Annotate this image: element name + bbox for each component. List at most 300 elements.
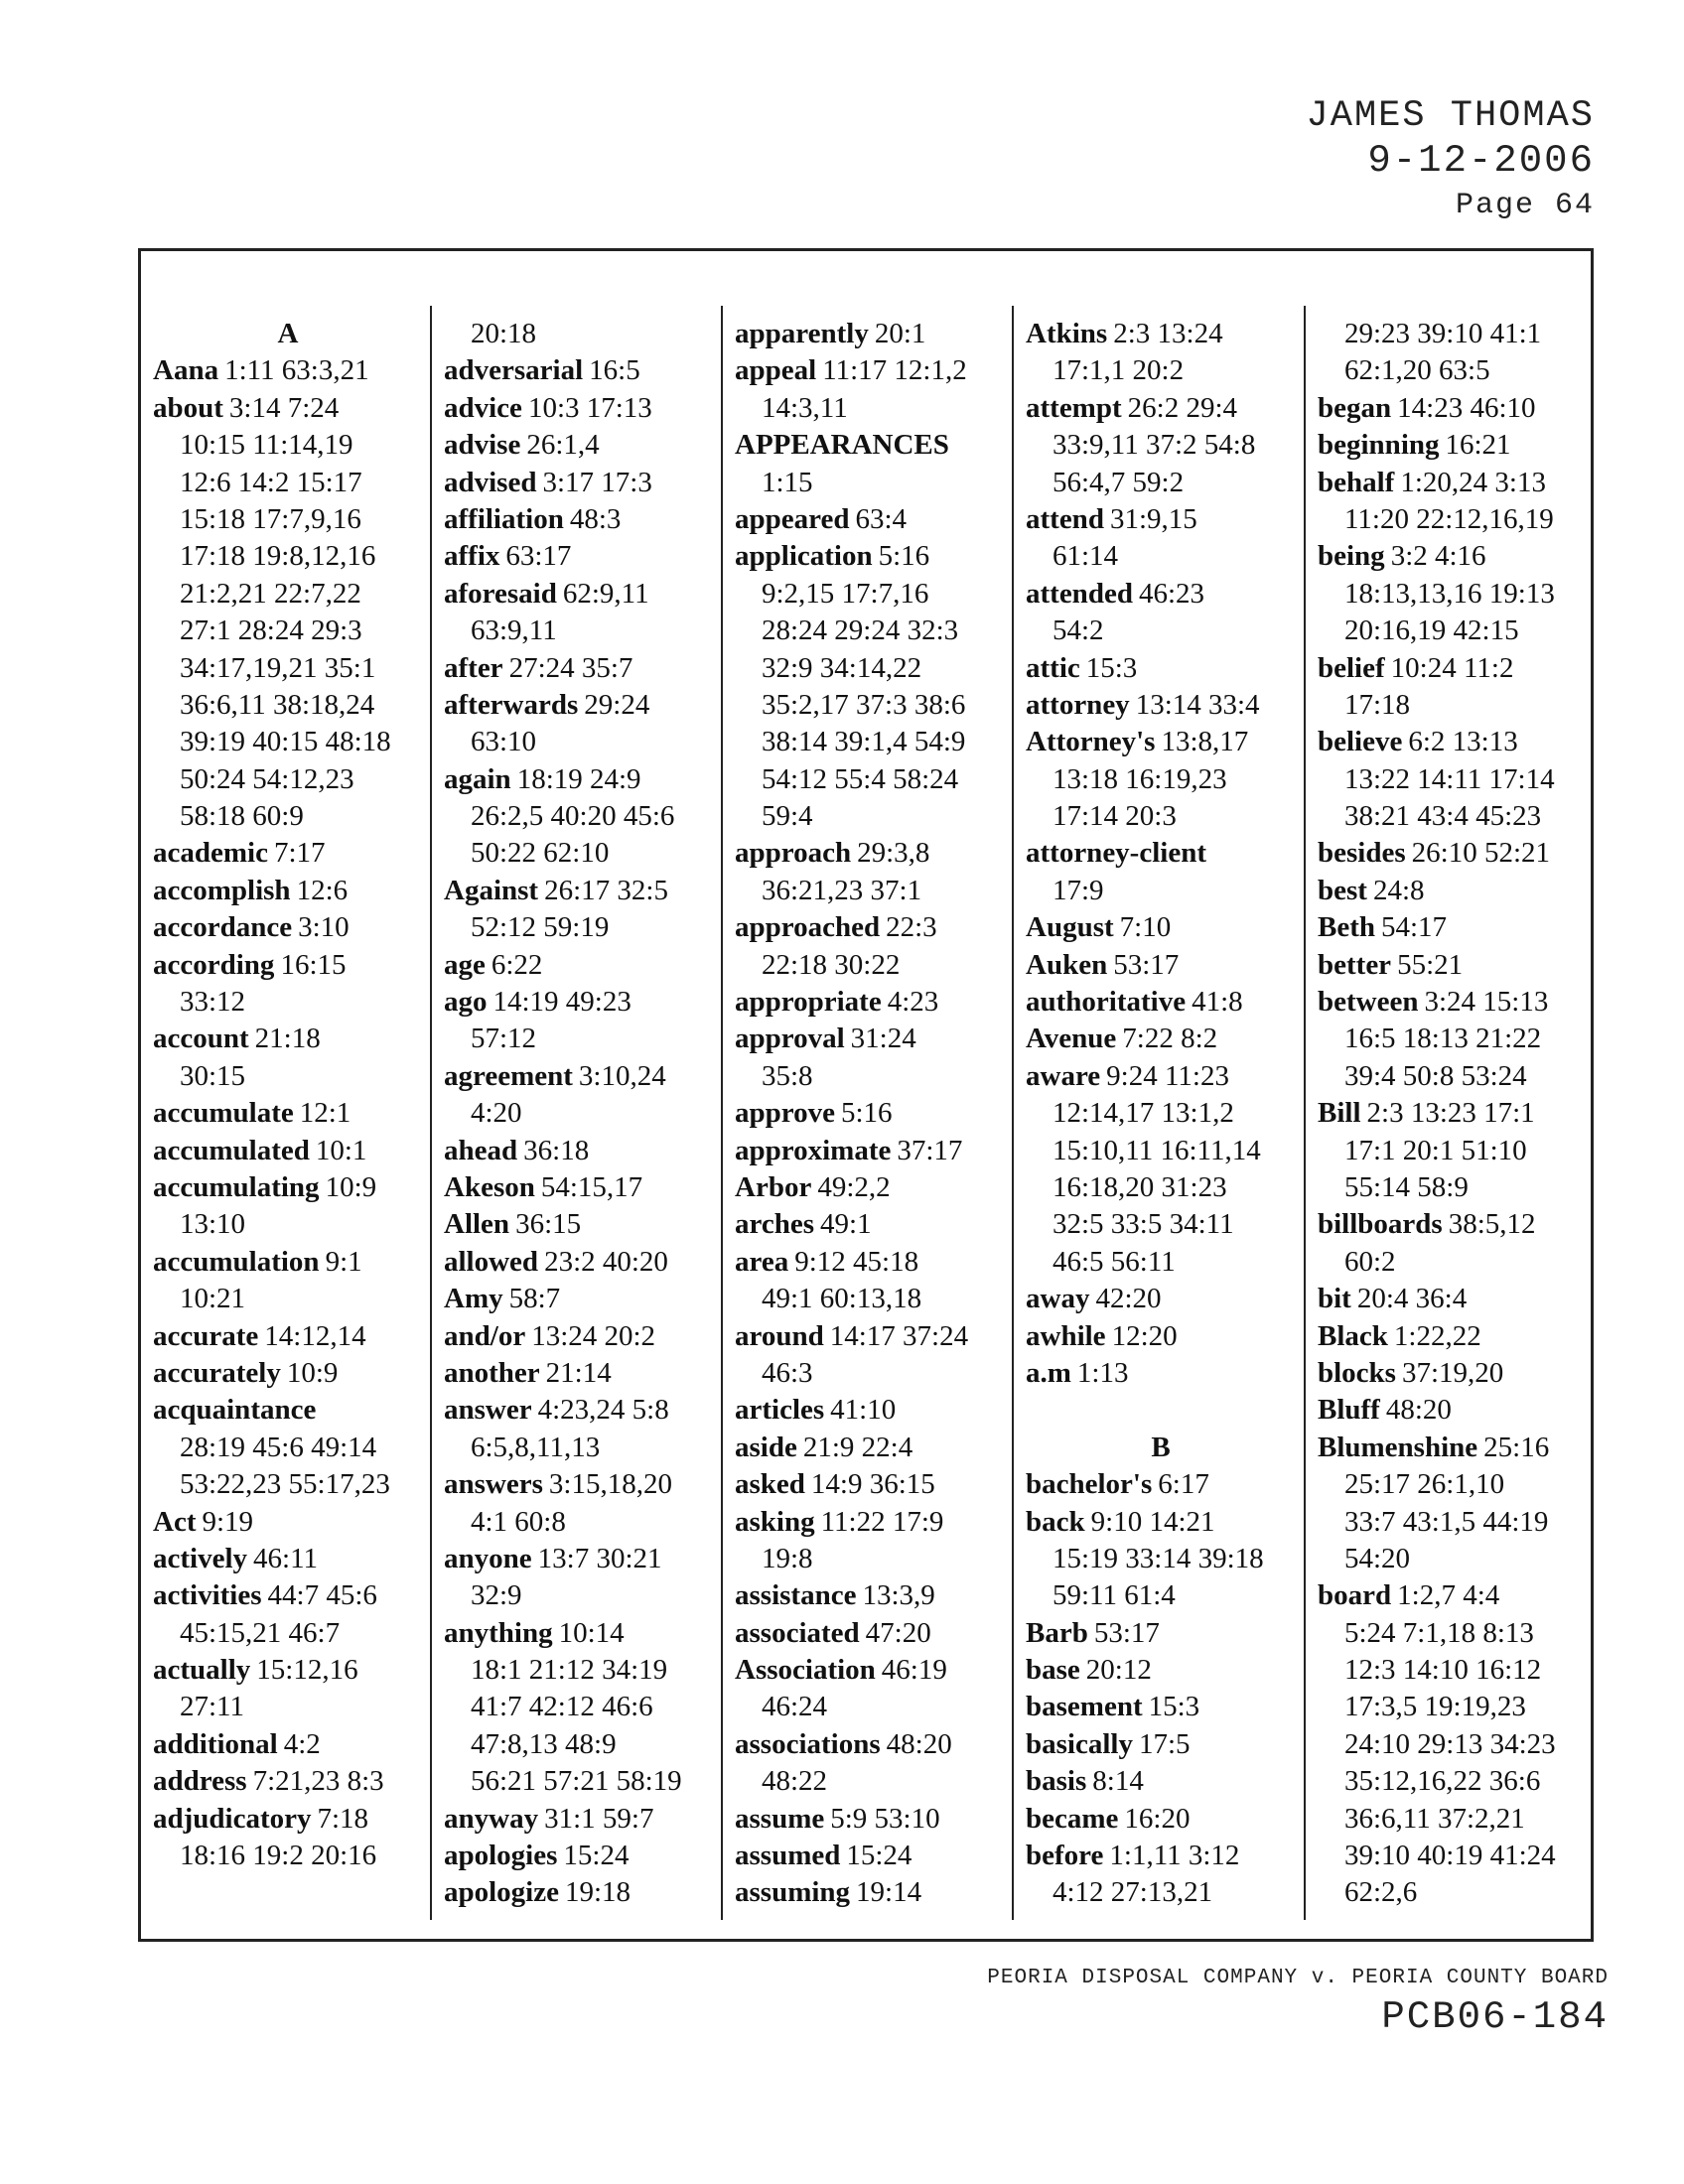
index-term: anyone bbox=[444, 1542, 532, 1574]
index-entry bbox=[444, 465, 714, 501]
page-line-refs: 38:5,12 bbox=[1448, 1208, 1536, 1241]
index-entry bbox=[1026, 947, 1296, 984]
index-term: Atkins bbox=[1026, 318, 1108, 349]
index-continuation: 45:15,21 46:7 bbox=[180, 1616, 341, 1649]
page-line-refs: 25:16 bbox=[1483, 1431, 1550, 1463]
index-entry bbox=[153, 835, 423, 872]
page-line-refs: 6:2 13:13 bbox=[1408, 726, 1518, 758]
index-continuation: 46:5 56:11 bbox=[1052, 1245, 1176, 1278]
page-line-refs: 7:17 bbox=[273, 837, 326, 870]
page-line-refs: 31:9,15 bbox=[1109, 502, 1197, 535]
index-term: assume bbox=[735, 1802, 825, 1835]
index-term: academic bbox=[153, 837, 268, 870]
index-continuation: 1:15 bbox=[762, 466, 813, 498]
index-term: approximate bbox=[735, 1134, 892, 1166]
index-entry bbox=[153, 1763, 423, 1800]
index-entry bbox=[735, 1169, 1005, 1206]
index-entry bbox=[153, 1244, 423, 1281]
page-line-refs: 4:2 bbox=[283, 1727, 321, 1760]
index-entry bbox=[444, 1541, 714, 1577]
index-entry bbox=[153, 1541, 423, 1577]
index-entry bbox=[1026, 1726, 1296, 1763]
page-line-refs: 46:23 bbox=[1138, 577, 1205, 610]
index-term: board bbox=[1318, 1579, 1392, 1612]
page-line-refs: 46:11 bbox=[253, 1542, 318, 1574]
index-continuation: 18:1 21:12 34:19 bbox=[471, 1654, 668, 1687]
index-entry bbox=[735, 1874, 1005, 1911]
index-term: before bbox=[1026, 1840, 1104, 1872]
index-continuation: 4:20 bbox=[471, 1097, 522, 1130]
page-line-refs: 13:14 33:4 bbox=[1135, 688, 1260, 721]
index-continuation: 17:14 20:3 bbox=[1052, 800, 1177, 833]
index-entry bbox=[153, 1355, 423, 1392]
index-entry bbox=[1026, 501, 1296, 538]
page-line-refs: 16:20 bbox=[1124, 1802, 1191, 1835]
index-term: aforesaid bbox=[444, 577, 557, 610]
page-line-refs: 6:17 bbox=[1158, 1468, 1209, 1501]
index-continuation: 13:18 16:19,23 bbox=[1052, 762, 1227, 795]
page-line-refs: 29:3,8 bbox=[857, 837, 930, 870]
index-term: accurately bbox=[153, 1356, 281, 1389]
page-line-refs: 1:11 63:3,21 bbox=[224, 354, 369, 387]
page-line-refs: 21:9 22:4 bbox=[802, 1431, 913, 1463]
page-line-refs: 13:7 30:21 bbox=[537, 1542, 662, 1574]
index-term: August bbox=[1026, 911, 1114, 944]
index-entry bbox=[153, 873, 423, 909]
index-term: anyway bbox=[444, 1802, 539, 1835]
index-continuation: 19:8 bbox=[762, 1542, 813, 1574]
index-term: age bbox=[444, 948, 486, 981]
page-line-refs: 29:24 bbox=[584, 688, 650, 721]
page-line-refs: 10:9 bbox=[286, 1356, 339, 1389]
index-entry bbox=[735, 984, 1005, 1021]
index-term: affix bbox=[444, 540, 500, 573]
page-line-refs: 5:16 bbox=[878, 540, 930, 573]
index-entry bbox=[444, 501, 714, 538]
page-line-refs: 10:9 bbox=[325, 1170, 377, 1203]
page-line-refs: 26:1,4 bbox=[526, 429, 600, 462]
index-term: basement bbox=[1026, 1691, 1143, 1723]
page-line-refs: 7:18 bbox=[317, 1802, 369, 1835]
index-continuation: 46:24 bbox=[762, 1691, 828, 1723]
page-line-refs: 14:23 46:10 bbox=[1397, 391, 1536, 424]
index-entry bbox=[735, 1430, 1005, 1466]
index-term: besides bbox=[1318, 837, 1406, 870]
index-term: Allen bbox=[444, 1208, 510, 1241]
index-continuation: 16:5 18:13 21:22 bbox=[1344, 1023, 1542, 1055]
page-line-refs: 9:10 14:21 bbox=[1090, 1505, 1215, 1538]
index-continuation: 4:1 60:8 bbox=[471, 1505, 566, 1538]
index-term: Act bbox=[153, 1505, 197, 1538]
index-term: accumulation bbox=[153, 1245, 320, 1278]
index-continuation: 14:3,11 bbox=[762, 391, 848, 424]
index-entry bbox=[153, 1133, 423, 1169]
page-line-refs: 2:3 13:23 17:1 bbox=[1366, 1097, 1535, 1130]
index-term: adjudicatory bbox=[153, 1802, 312, 1835]
index-term: affiliation bbox=[444, 502, 564, 535]
index-term: aside bbox=[735, 1431, 797, 1463]
index-continuation: 33:7 43:1,5 44:19 bbox=[1344, 1505, 1549, 1538]
index-term: assuming bbox=[735, 1876, 851, 1909]
page-line-refs: 44:7 45:6 bbox=[267, 1579, 377, 1612]
column-divider bbox=[721, 306, 723, 1920]
index-continuation: 34:17,19,21 35:1 bbox=[180, 651, 376, 684]
index-entry bbox=[444, 1169, 714, 1206]
page-line-refs: 41:8 bbox=[1192, 986, 1243, 1019]
column-divider bbox=[1304, 306, 1306, 1920]
index-term: after bbox=[444, 651, 503, 684]
index-entry bbox=[444, 390, 714, 427]
index-continuation: 27:11 bbox=[180, 1691, 244, 1723]
page-line-refs: 1:13 bbox=[1076, 1356, 1129, 1389]
index-entry bbox=[1026, 1504, 1296, 1541]
index-term: advice bbox=[444, 391, 522, 424]
index-term: answers bbox=[444, 1468, 543, 1501]
index-entry bbox=[1026, 1021, 1296, 1057]
index-continuation: 32:9 bbox=[471, 1579, 522, 1612]
index-continuation: 36:21,23 37:1 bbox=[762, 874, 922, 906]
index-continuation: 10:21 bbox=[180, 1283, 246, 1315]
index-column-2 bbox=[444, 316, 714, 1912]
page-line-refs: 41:10 bbox=[830, 1394, 897, 1427]
page-line-refs: 63:4 bbox=[855, 502, 908, 535]
index-entry bbox=[735, 352, 1005, 389]
index-entry bbox=[1318, 1318, 1588, 1355]
page-line-refs: 13:24 20:2 bbox=[531, 1319, 656, 1352]
index-entry bbox=[1318, 835, 1588, 872]
index-continuation: 27:1 28:24 29:3 bbox=[180, 614, 362, 647]
index-term: awhile bbox=[1026, 1319, 1106, 1352]
index-entry bbox=[153, 909, 423, 946]
index-term: advise bbox=[444, 429, 521, 462]
index-entry bbox=[1026, 650, 1296, 687]
page-line-refs: 20:4 36:4 bbox=[1356, 1283, 1468, 1315]
section-letter: B bbox=[1151, 1431, 1171, 1463]
index-entry bbox=[735, 1801, 1005, 1838]
index-entry bbox=[1026, 835, 1296, 872]
index-entry bbox=[1026, 1466, 1296, 1503]
index-entry bbox=[1026, 1652, 1296, 1689]
index-continuation: 15:10,11 16:11,14 bbox=[1052, 1134, 1261, 1166]
index-continuation: 49:1 60:13,18 bbox=[762, 1283, 922, 1315]
index-entry bbox=[153, 1095, 423, 1132]
index-continuation: 32:5 33:5 34:11 bbox=[1052, 1208, 1234, 1241]
index-term: accumulated bbox=[153, 1134, 310, 1166]
index-entry bbox=[735, 427, 1005, 464]
index-term: apologize bbox=[444, 1876, 559, 1909]
page-line-refs: 20:12 bbox=[1085, 1654, 1152, 1687]
index-entry bbox=[735, 1095, 1005, 1132]
index-term: better bbox=[1318, 948, 1392, 981]
index-term: associated bbox=[735, 1616, 860, 1649]
index-entry bbox=[153, 1652, 423, 1689]
index-continuation: 4:12 27:13,21 bbox=[1052, 1876, 1213, 1909]
page-line-refs: 9:1 bbox=[325, 1245, 362, 1278]
page-line-refs: 26:10 52:21 bbox=[1411, 837, 1551, 870]
page-line-refs: 55:21 bbox=[1397, 948, 1464, 981]
page-line-refs: 3:2 4:16 bbox=[1390, 540, 1486, 573]
index-continuation: 17:18 bbox=[1344, 688, 1411, 721]
page-line-refs: 9:12 45:18 bbox=[794, 1245, 919, 1278]
index-continuation: 13:22 14:11 17:14 bbox=[1344, 762, 1555, 795]
index-continuation: 33:9,11 37:2 54:8 bbox=[1052, 429, 1256, 462]
index-term: bit bbox=[1318, 1283, 1351, 1315]
page-line-refs: 9:19 bbox=[202, 1505, 254, 1538]
index-entry bbox=[735, 1615, 1005, 1652]
index-continuation: 28:19 45:6 49:14 bbox=[180, 1431, 377, 1463]
index-entry bbox=[1318, 984, 1588, 1021]
page-line-refs: 3:14 7:24 bbox=[228, 391, 340, 424]
index-entry bbox=[735, 1577, 1005, 1614]
index-continuation: 17:18 19:8,12,16 bbox=[180, 540, 376, 573]
index-continuation: 60:2 bbox=[1344, 1245, 1396, 1278]
page-line-refs: 26:2 29:4 bbox=[1127, 391, 1238, 424]
page-line-refs: 1:2,7 4:4 bbox=[1397, 1579, 1500, 1612]
index-entry bbox=[1026, 576, 1296, 613]
index-term: articles bbox=[735, 1394, 825, 1427]
index-continuation: 15:18 17:7,9,16 bbox=[180, 502, 361, 535]
index-continuation: 50:24 54:12,23 bbox=[180, 762, 354, 795]
page-line-refs: 1:22,22 bbox=[1393, 1319, 1481, 1352]
index-entry bbox=[153, 1801, 423, 1838]
index-continuation: 50:22 62:10 bbox=[471, 837, 610, 870]
index-entry bbox=[444, 687, 714, 724]
page-line-refs: 12:1 bbox=[299, 1097, 351, 1130]
index-term: area bbox=[735, 1245, 789, 1278]
page-line-refs: 62:9,11 bbox=[562, 577, 649, 610]
index-term: about bbox=[153, 391, 223, 424]
index-entry bbox=[444, 1206, 714, 1243]
page-line-refs: 20:1 bbox=[874, 318, 926, 349]
page-line-refs: 48:20 bbox=[1385, 1394, 1452, 1427]
page-line-refs: 14:17 37:24 bbox=[829, 1319, 969, 1352]
index-continuation: 12:6 14:2 15:17 bbox=[180, 466, 362, 498]
index-continuation: 28:24 29:24 32:3 bbox=[762, 614, 959, 647]
index-entry bbox=[735, 1021, 1005, 1057]
index-entry bbox=[444, 984, 714, 1021]
index-continuation: 10:15 11:14,19 bbox=[180, 429, 353, 462]
page-line-refs: 46:19 bbox=[881, 1654, 947, 1687]
index-continuation: 47:8,13 48:9 bbox=[471, 1727, 617, 1760]
page-line-refs: 7:22 8:2 bbox=[1122, 1023, 1218, 1055]
page-line-refs: 54:17 bbox=[1381, 911, 1448, 944]
page-line-refs: 12:20 bbox=[1111, 1319, 1178, 1352]
page-line-refs: 47:20 bbox=[865, 1616, 931, 1649]
index-continuation: 20:18 bbox=[471, 318, 537, 349]
index-term: actively bbox=[153, 1542, 248, 1574]
index-continuation: 18:13,13,16 19:13 bbox=[1344, 577, 1555, 610]
page-line-refs: 7:21,23 8:3 bbox=[252, 1765, 384, 1798]
index-term: basis bbox=[1026, 1765, 1087, 1798]
page-line-refs: 12:6 bbox=[296, 874, 349, 906]
index-term: APPEARANCES bbox=[735, 429, 949, 462]
index-term: Bill bbox=[1318, 1097, 1361, 1130]
index-entry bbox=[1026, 390, 1296, 427]
page-line-refs: 1:1,11 3:12 bbox=[1109, 1840, 1240, 1872]
index-term: Amy bbox=[444, 1283, 503, 1315]
index-term: advised bbox=[444, 466, 537, 498]
index-term: account bbox=[153, 1023, 249, 1055]
page-line-refs: 54:15,17 bbox=[540, 1170, 643, 1203]
index-entry bbox=[1318, 947, 1588, 984]
index-term: approached bbox=[735, 911, 881, 944]
page-line-refs: 49:1 bbox=[820, 1208, 872, 1241]
page-line-refs: 7:10 bbox=[1119, 911, 1172, 944]
page-line-refs: 17:5 bbox=[1138, 1727, 1191, 1760]
page-line-refs: 16:5 bbox=[589, 354, 640, 387]
index-continuation: 57:12 bbox=[471, 1023, 537, 1055]
index-term: Beth bbox=[1318, 911, 1375, 944]
index-entry bbox=[1026, 1355, 1296, 1392]
index-entry bbox=[1318, 1355, 1588, 1392]
index-entry bbox=[1026, 724, 1296, 760]
index-term: attorney bbox=[1026, 688, 1130, 721]
index-continuation: 13:10 bbox=[180, 1208, 246, 1241]
index-entry bbox=[1318, 1095, 1588, 1132]
index-term: back bbox=[1026, 1505, 1085, 1538]
index-term: apologies bbox=[444, 1840, 558, 1872]
index-term: another bbox=[444, 1356, 540, 1389]
index-continuation: 12:3 14:10 16:12 bbox=[1344, 1654, 1542, 1687]
index-entry bbox=[1318, 390, 1588, 427]
index-entry bbox=[153, 1726, 423, 1763]
page-line-refs: 49:2,2 bbox=[817, 1170, 891, 1203]
index-term: Auken bbox=[1026, 948, 1108, 981]
index-term: anything bbox=[444, 1616, 553, 1649]
index-continuation: 30:15 bbox=[180, 1059, 246, 1092]
page-line-refs: 15:3 bbox=[1148, 1691, 1200, 1723]
index-term: appeared bbox=[735, 502, 850, 535]
index-continuation: 17:1,1 20:2 bbox=[1052, 354, 1185, 387]
index-entry bbox=[1026, 1318, 1296, 1355]
page-line-refs: 8:14 bbox=[1092, 1765, 1144, 1798]
index-continuation: 58:18 60:9 bbox=[180, 800, 304, 833]
index-term: afterwards bbox=[444, 688, 579, 721]
page-line-refs: 4:23,24 5:8 bbox=[537, 1394, 669, 1427]
index-term: Akeson bbox=[444, 1170, 535, 1203]
index-entry bbox=[444, 352, 714, 389]
index-continuation: 16:18,20 31:23 bbox=[1052, 1170, 1227, 1203]
page-line-refs: 14:9 36:15 bbox=[810, 1468, 935, 1501]
index-continuation: 20:16,19 42:15 bbox=[1344, 614, 1519, 647]
page-line-refs: 53:17 bbox=[1113, 948, 1180, 981]
index-term: Association bbox=[735, 1654, 876, 1687]
page-line-refs: 21:14 bbox=[545, 1356, 612, 1389]
index-term: around bbox=[735, 1319, 824, 1352]
page-line-refs: 31:24 bbox=[850, 1023, 916, 1055]
index-entry bbox=[1318, 1577, 1588, 1614]
index-continuation: 32:9 34:14,22 bbox=[762, 651, 922, 684]
index-term: Barb bbox=[1026, 1616, 1088, 1649]
index-term: agreement bbox=[444, 1059, 573, 1092]
page-line-refs: 16:21 bbox=[1445, 429, 1511, 462]
index-entry bbox=[735, 1652, 1005, 1689]
index-entry bbox=[153, 1318, 423, 1355]
witness-name: JAMES THOMAS bbox=[1306, 95, 1595, 137]
index-entry bbox=[444, 1058, 714, 1095]
index-continuation: 6:5,8,11,13 bbox=[471, 1431, 601, 1463]
index-term: attend bbox=[1026, 502, 1104, 535]
index-continuation: 17:3,5 19:19,23 bbox=[1344, 1691, 1526, 1723]
index-continuation: 59:11 61:4 bbox=[1052, 1579, 1176, 1612]
page-line-refs: 14:12,14 bbox=[264, 1319, 366, 1352]
page-line-refs: 2:3 13:24 bbox=[1113, 318, 1223, 349]
index-continuation: 33:12 bbox=[180, 986, 246, 1019]
index-entry bbox=[735, 501, 1005, 538]
index-entry bbox=[735, 1504, 1005, 1541]
page-line-refs: 15:24 bbox=[563, 1840, 630, 1872]
index-entry bbox=[444, 1801, 714, 1838]
index-continuation: 24:10 29:13 34:23 bbox=[1344, 1727, 1556, 1760]
page-line-refs: 1:20,24 3:13 bbox=[1400, 466, 1546, 498]
index-entry bbox=[444, 427, 714, 464]
index-entry bbox=[153, 1504, 423, 1541]
index-entry bbox=[735, 1244, 1005, 1281]
column-divider bbox=[430, 306, 432, 1920]
index-term: accumulating bbox=[153, 1170, 320, 1203]
page-line-refs: 48:3 bbox=[569, 502, 622, 535]
index-entry bbox=[1318, 1206, 1588, 1243]
index-continuation: 55:14 58:9 bbox=[1344, 1170, 1469, 1203]
index-entry bbox=[444, 1392, 714, 1429]
index-continuation: 36:6,11 38:18,24 bbox=[180, 688, 375, 721]
index-continuation: 63:9,11 bbox=[471, 614, 557, 647]
deposition-date: 9-12-2006 bbox=[1367, 139, 1595, 183]
index-term: ago bbox=[444, 986, 488, 1019]
index-continuation: 22:18 30:22 bbox=[762, 948, 901, 981]
page-line-refs: 10:3 17:13 bbox=[527, 391, 652, 424]
index-entry bbox=[735, 1838, 1005, 1874]
index-term: apparently bbox=[735, 318, 869, 349]
page-line-refs: 36:18 bbox=[523, 1134, 590, 1166]
page-line-refs: 21:18 bbox=[254, 1023, 321, 1055]
index-entry bbox=[735, 835, 1005, 872]
index-continuation: 62:2,6 bbox=[1344, 1876, 1418, 1909]
index-term: behalf bbox=[1318, 466, 1395, 498]
index-entry bbox=[444, 873, 714, 909]
page-line-refs: 3:24 15:13 bbox=[1424, 986, 1549, 1019]
page-line-refs: 42:20 bbox=[1095, 1283, 1162, 1315]
index-continuation: 38:14 39:1,4 54:9 bbox=[762, 726, 966, 758]
index-continuation: 26:2,5 40:20 45:6 bbox=[471, 800, 675, 833]
index-term: attempt bbox=[1026, 391, 1122, 424]
index-continuation: 35:8 bbox=[762, 1059, 813, 1092]
index-entry bbox=[1318, 465, 1588, 501]
index-term: a.m bbox=[1026, 1356, 1071, 1389]
index-entry bbox=[444, 576, 714, 613]
index-entry bbox=[735, 538, 1005, 575]
index-entry bbox=[444, 1355, 714, 1392]
index-entry bbox=[444, 947, 714, 984]
index-term: Avenue bbox=[1026, 1023, 1117, 1055]
page-line-refs: 3:17 17:3 bbox=[542, 466, 652, 498]
index-term: base bbox=[1026, 1654, 1080, 1687]
index-term: additional bbox=[153, 1727, 278, 1760]
index-term: asked bbox=[735, 1468, 805, 1501]
index-continuation: 15:19 33:14 39:18 bbox=[1052, 1542, 1264, 1574]
index-entry bbox=[444, 1874, 714, 1911]
index-term: again bbox=[444, 762, 511, 795]
index-term: Attorney's bbox=[1026, 726, 1156, 758]
index-continuation: 17:9 bbox=[1052, 874, 1104, 906]
index-continuation: 56:21 57:21 58:19 bbox=[471, 1765, 682, 1798]
page-line-refs: 24:8 bbox=[1372, 874, 1425, 906]
index-term: believe bbox=[1318, 726, 1403, 758]
index-continuation: 39:19 40:15 48:18 bbox=[180, 726, 391, 758]
index-entry bbox=[1318, 538, 1588, 575]
index-continuation: 11:20 22:12,16,19 bbox=[1344, 502, 1554, 535]
index-entry bbox=[1026, 1801, 1296, 1838]
